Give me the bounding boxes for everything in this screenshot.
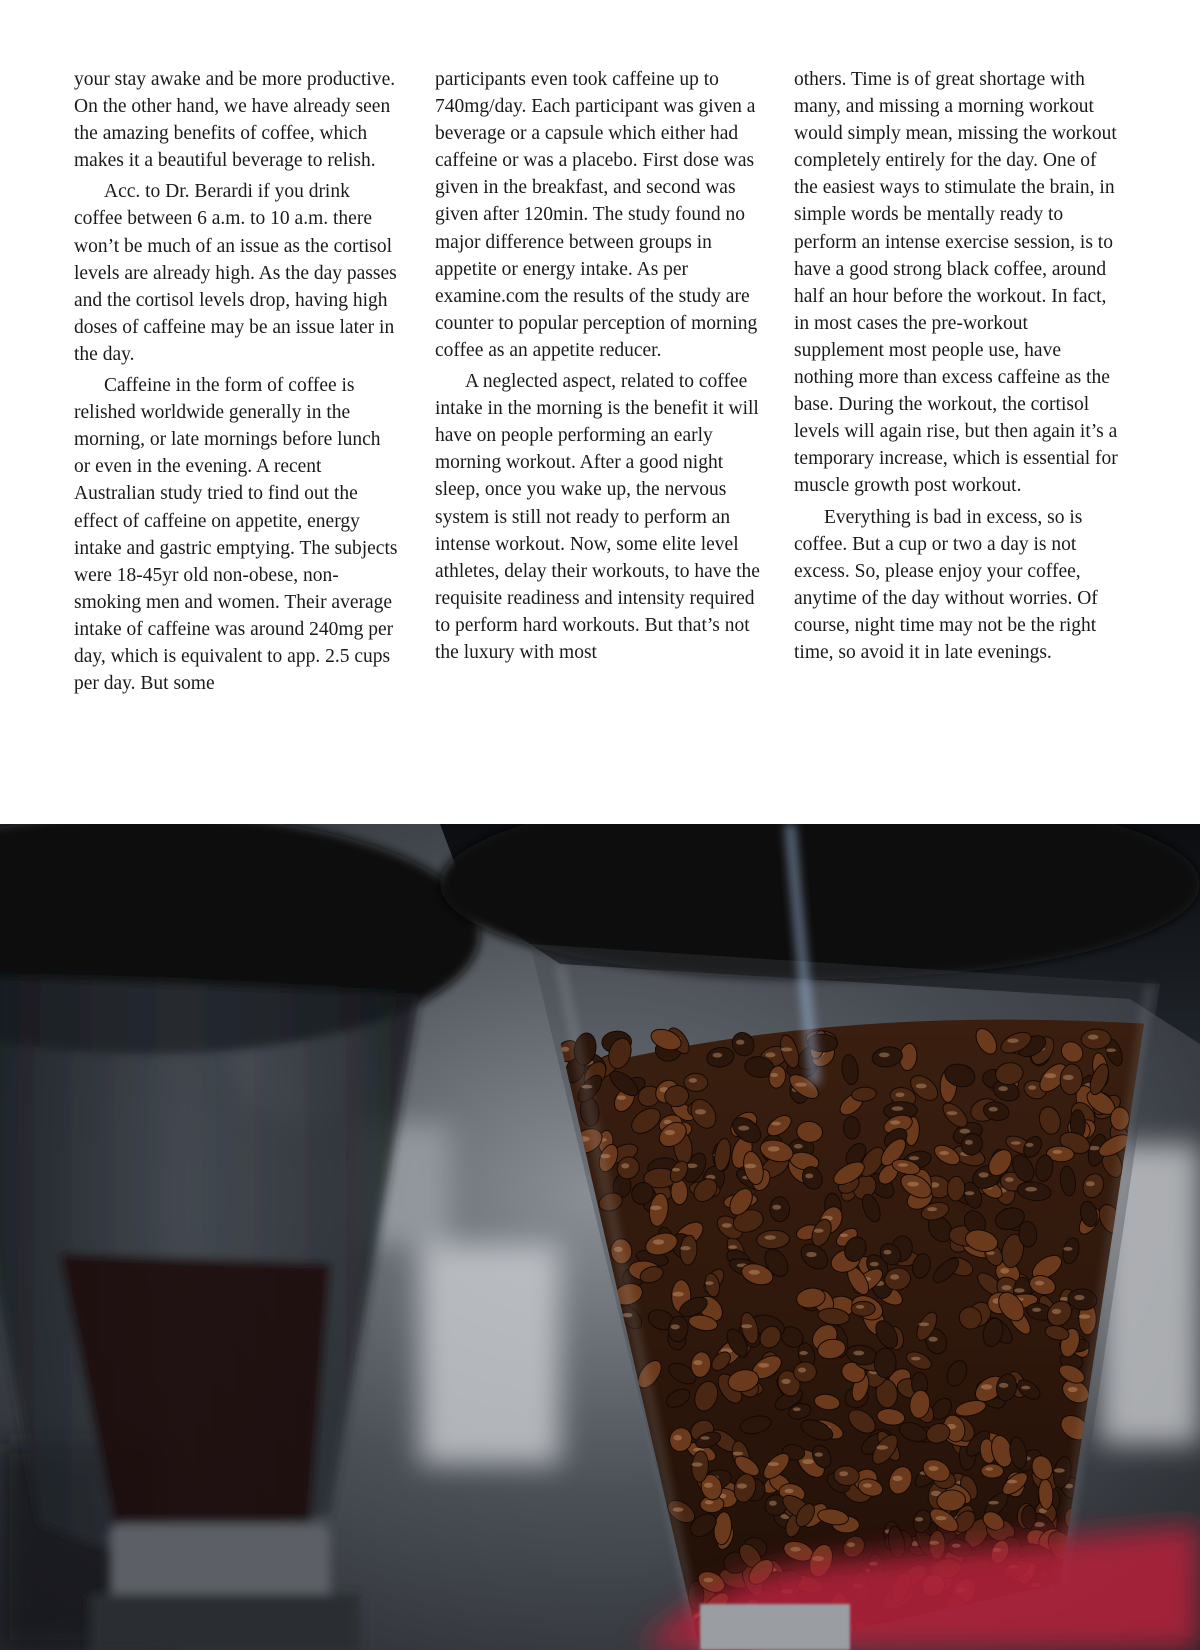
bean-highlight [1005,1177,1013,1182]
bean-highlight [772,1205,781,1210]
coffee-bean [684,1073,708,1092]
bean-highlight [965,1191,974,1195]
bean-highlight [785,1489,794,1494]
column-2 [435,66,761,670]
paragraph: your stay awake and be more productive. On the other hand, we have already seen the amazing benefits of coffee, which makes it a beautiful beverage to relish. [74,69,396,172]
coffee-bean [851,1301,875,1316]
bean-highlight [929,1337,938,1342]
bean-highlight [713,1053,723,1058]
paragraph: participants even took caffeine up to 740mg/day. Each participant was given a beverage or a capsule which either had caffeine or was a placebo. First dose was given in the breakfast, and second was given after 120min. The study found no major difference between groups in appetite or energy intake. As per examine.com the results of the study are counter to popular perception of morning coffee as an appetite reducer. [435,69,758,361]
bean-highlight [911,1357,920,1361]
bean-highlight [692,1462,703,1466]
bean-highlight [1060,1297,1068,1301]
bean-highlight [1088,1035,1098,1040]
bean-highlight [918,1322,929,1326]
paragraph: Caffeine in the form of coffee is relished worldwide generally in the morning, or late mornings before lunch or even in the evening. A recent Australian study tried to find out the effect of caffeine on appetite, energy intake and gastric emptying. The subjects were 18-45yr old non-obese, non-smoking men and women. Their average intake of caffeine was around 240mg per day, which is equivalent to app. 2.5 cups per day. But some [74,375,398,695]
bean-highlight [979,1172,989,1177]
bean-highlight [799,1351,808,1355]
bean-highlight [1011,1141,1021,1145]
bean-highlight [758,1363,769,1368]
coffee-beans-photo [0,824,1200,1650]
bean-highlight [693,1360,702,1365]
bean-highlight [870,1262,879,1266]
bean-highlight [915,1517,923,1521]
bean-highlight [896,1093,905,1098]
bean-highlight [737,1483,747,1488]
bean-highlight [1014,1288,1025,1292]
coffee-bean [770,1197,790,1222]
bean-highlight [839,1471,848,1476]
bean-highlight [673,1292,684,1297]
bean-highlight [764,1235,776,1240]
bean-highlight [665,1130,675,1135]
bean-highlight [621,1163,629,1168]
bean-highlight [1044,1073,1056,1078]
bean-highlight [793,1407,801,1411]
bean-highlight [890,1120,900,1124]
bean-highlight [781,1379,790,1384]
bean-highlight [650,1206,662,1211]
bean-highlight [929,1466,939,1471]
bean-highlight [768,1146,780,1151]
bean-highlight [806,1252,816,1257]
bean-highlight [736,1040,744,1045]
bean-highlight [814,1229,824,1233]
bean-highlight [1026,1143,1034,1147]
bean-highlight [893,1476,903,1481]
bean-highlight [1035,1281,1044,1286]
bean-highlight [1028,1085,1036,1089]
bean-highlight [847,1542,855,1547]
bean-highlight [561,1047,569,1052]
paragraph: others. Time is of great shortage with many, and missing a morning workout would simply mean, missing the workout completely entirely for the day. One of the easiest ways to stimulate the brain, in simple words be mentally ready to perform an intense exercise session, is to have a good strong black coffee, around half an hour before the workout. In fact, in most cases the pre-workout supplement most people use, have nothing more than excess caffeine as the base. During the workout, the cortisol levels will again rise, but then again it’s a temporary increase, which is essential for muscle growth post workout. [794,69,1118,497]
bean-highlight [1032,1308,1041,1312]
article-body [74,66,1122,796]
bean-highlight [965,1140,973,1145]
coffee-bean [671,1179,688,1205]
bean-highlight [704,1578,714,1583]
bean-highlight [674,1435,682,1440]
coffee-bean [874,1348,896,1378]
bean-highlight [1053,1150,1063,1154]
bean-highlight [728,1245,737,1249]
bean-highlight [989,1107,998,1112]
bean-highlight [705,1281,713,1285]
bean-highlight [765,1052,775,1057]
bean-highlight [936,1516,947,1520]
bean-highlight [1007,1480,1017,1484]
bean-highlight [653,1239,664,1244]
column-1 [74,66,400,701]
bean-highlight [812,1556,824,1561]
bean-highlight [960,1129,971,1134]
bean-highlight [981,1384,992,1389]
bean-highlight [781,1048,793,1052]
bean-highlight [1002,1285,1012,1290]
bean-highlight [1063,1247,1072,1251]
bean-highlight [1021,1386,1030,1390]
bean-highlight [1106,1048,1116,1052]
bean-highlight [745,1164,757,1169]
bean-highlight [916,1084,927,1089]
bean-highlight [815,1453,823,1457]
bean-highlight [999,1383,1008,1388]
bean-highlight [1074,1295,1084,1300]
bean-highlight [1079,1314,1090,1318]
bean-highlight [909,1156,919,1160]
bean-highlight [770,1073,778,1077]
bean-highlight [939,1151,949,1155]
bean-highlight [863,1483,872,1487]
paragraph: Acc. to Dr. Berardi if you drink coffee between 6 a.m. to 10 a.m. there won’t be much of an issue as the cortisol levels are already high. As the day passes and the cortisol levels drop, having high doses of caffeine may be an issue later in the day. [74,181,397,365]
bean-highlight [790,1547,801,1552]
bean-highlight [749,1270,760,1275]
bean-highlight [1000,1268,1009,1273]
coffee-bean [843,1116,860,1139]
bean-highlight [876,1445,888,1449]
bean-highlight [907,1182,919,1187]
bean-highlight [768,1462,779,1466]
bean-highlight [985,1467,993,1471]
bean-highlight [680,1246,691,1250]
bean-highlight [947,1111,958,1115]
bean-highlight [722,1223,732,1228]
bean-highlight [671,1324,680,1329]
bean-highlight [704,1483,713,1488]
bean-highlight [1068,1387,1078,1392]
bean-highlight [988,1501,999,1505]
bean-highlight [769,1501,777,1506]
bean-highlight [695,1109,706,1114]
bean-highlight [856,1305,864,1309]
bean-highlight [701,1436,710,1440]
bean-highlight [840,1234,848,1238]
bean-highlight [1007,1039,1018,1043]
paragraph: A neglected aspect, related to coffee intake in the morning is the benefit it will have on people performing an early morning workout. After a good night sleep, once you wake up, the nervous system is still not ready to perform an intense workout. Now, some elite level athletes, delay their workouts, to have the requisite readiness and intensity required to perform hard workouts. But that’s not the luxury with most [435,371,760,663]
bean-highlight [741,1324,752,1328]
bean-highlight [1054,1468,1065,1472]
bean-highlight [929,1541,939,1545]
bean-highlight [892,1106,904,1110]
column-3 [794,66,1120,670]
bean-highlight [802,1459,813,1464]
coffee-grinder-illustration [0,824,1200,1650]
bean-highlight [927,1207,937,1211]
bean-highlight [1086,1181,1095,1186]
bean-highlight [805,1174,813,1179]
bean-highlight [1025,1187,1037,1192]
bean-highlight [689,1078,697,1083]
bean-highlight [1052,1309,1061,1314]
coffee-bean [1022,1505,1036,1528]
bean-highlight [1034,1522,1045,1527]
bean-highlight [879,1053,890,1058]
bean-highlight [884,1250,892,1255]
paragraph: Everything is bad in excess, so is coffee. But a cup or two a day is not excess. So, please enjoy your coffee, anytime of the day without worries. Of course, night time may not be the right time, so avoid it in late evenings. [794,506,1098,663]
bean-highlight [898,1163,908,1167]
bean-highlight [1063,1075,1074,1080]
bean-highlight [617,1096,626,1100]
bean-highlight [998,1086,1008,1091]
bean-highlight [772,1122,781,1126]
bean-highlight [733,1452,743,1456]
bean-highlight [738,1126,749,1131]
bean-highlight [890,1274,899,1279]
bean-highlight [853,1351,864,1356]
bean-highlight [672,1168,680,1172]
bean-highlight [705,1500,713,1504]
bean-highlight [952,1544,961,1548]
bean-highlight [794,1144,803,1149]
bean-highlight [798,1368,806,1373]
bean-highlight [795,1083,807,1087]
